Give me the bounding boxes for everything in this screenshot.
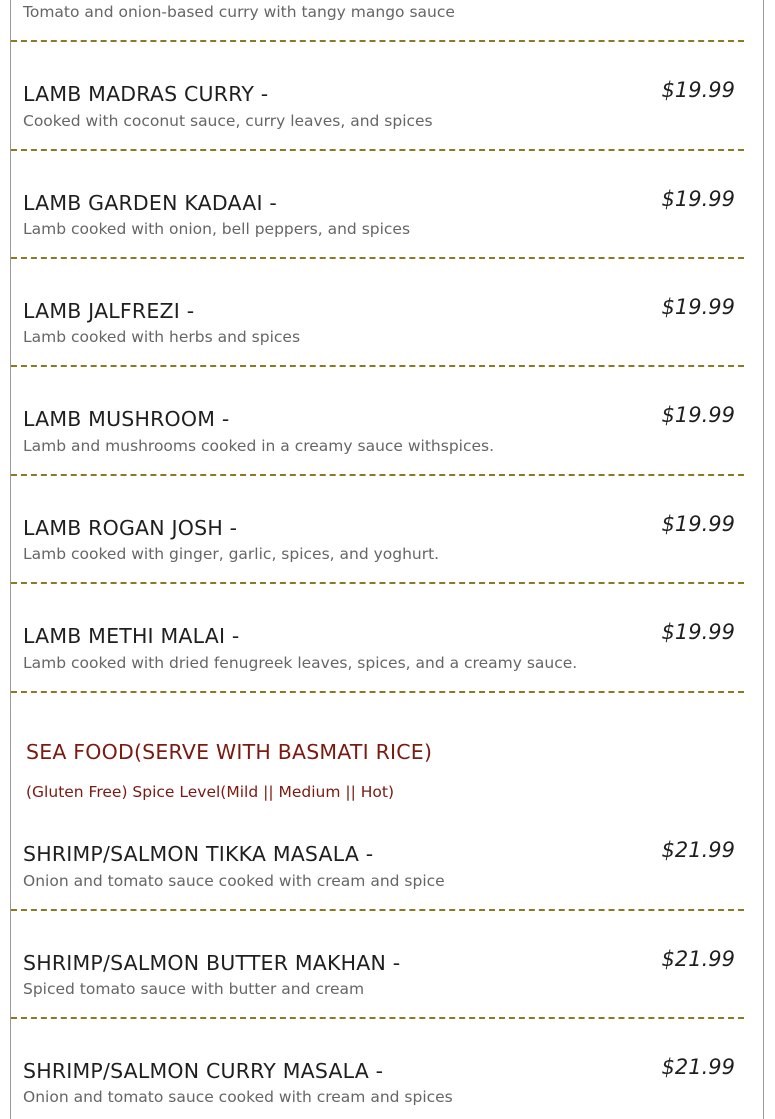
menu-item-name: LAMB MUSHROOM - xyxy=(23,407,230,431)
section-subtitle: (Gluten Free) Spice Level(Mild || Medium || Hot) xyxy=(26,783,395,801)
menu-item-price: $19.99 xyxy=(661,295,735,319)
menu-item-description: Onion and tomato sauce cooked with cream and spices xyxy=(23,1088,453,1106)
menu-item-description: Onion and tomato sauce cooked with cream and spice xyxy=(23,872,445,890)
item-description: Tomato and onion-based curry with tangy mango sauce xyxy=(23,3,455,21)
menu-item-name: SHRIMP/SALMON CURRY MASALA - xyxy=(23,1059,384,1083)
menu-item-price: $19.99 xyxy=(661,187,735,211)
dashed-divider xyxy=(11,257,744,259)
dashed-divider xyxy=(11,40,744,42)
menu-item-name: LAMB METHI MALAI - xyxy=(23,624,240,648)
menu-item-name: SHRIMP/SALMON BUTTER MAKHAN - xyxy=(23,951,401,975)
dashed-divider xyxy=(11,1017,744,1019)
menu-item-price: $21.99 xyxy=(661,1055,735,1079)
menu-item-description: Lamb and mushrooms cooked in a creamy sauce withspices. xyxy=(23,437,495,455)
menu-item-price: $19.99 xyxy=(661,512,735,536)
menu-item-price: $19.99 xyxy=(661,620,735,644)
menu-item-name: LAMB MADRAS CURRY - xyxy=(23,82,269,106)
menu-item-description: Spiced tomato sauce with butter and cream xyxy=(23,980,365,998)
dashed-divider xyxy=(11,582,744,584)
menu-item-name: LAMB JALFREZI - xyxy=(23,299,195,323)
menu-item-price: $21.99 xyxy=(661,838,735,862)
menu-item-description: Lamb cooked with herbs and spices xyxy=(23,328,301,346)
dashed-divider xyxy=(11,474,744,476)
menu-item-price: $21.99 xyxy=(661,947,735,971)
menu-item-description: Lamb cooked with dried fenugreek leaves, spices, and a creamy sauce. xyxy=(23,654,578,672)
menu-item-description: Lamb cooked with onion, bell peppers, and spices xyxy=(23,220,411,238)
section-title: SEA FOOD(SERVE WITH BASMATI RICE) xyxy=(26,740,433,764)
menu-item-description: Cooked with coconut sauce, curry leaves, and spices xyxy=(23,112,433,130)
menu-item-name: SHRIMP/SALMON TIKKA MASALA - xyxy=(23,842,374,866)
dashed-divider xyxy=(11,149,744,151)
dashed-divider xyxy=(11,691,744,693)
menu-item-price: $19.99 xyxy=(661,78,735,102)
menu-item-description: Lamb cooked with ginger, garlic, spices, and yoghurt. xyxy=(23,545,440,563)
menu-item-name: LAMB GARDEN KADAAI - xyxy=(23,191,278,215)
menu-item-name: LAMB ROGAN JOSH - xyxy=(23,516,238,540)
dashed-divider xyxy=(11,365,744,367)
dashed-divider xyxy=(11,909,744,911)
menu-item-price: $19.99 xyxy=(661,403,735,427)
